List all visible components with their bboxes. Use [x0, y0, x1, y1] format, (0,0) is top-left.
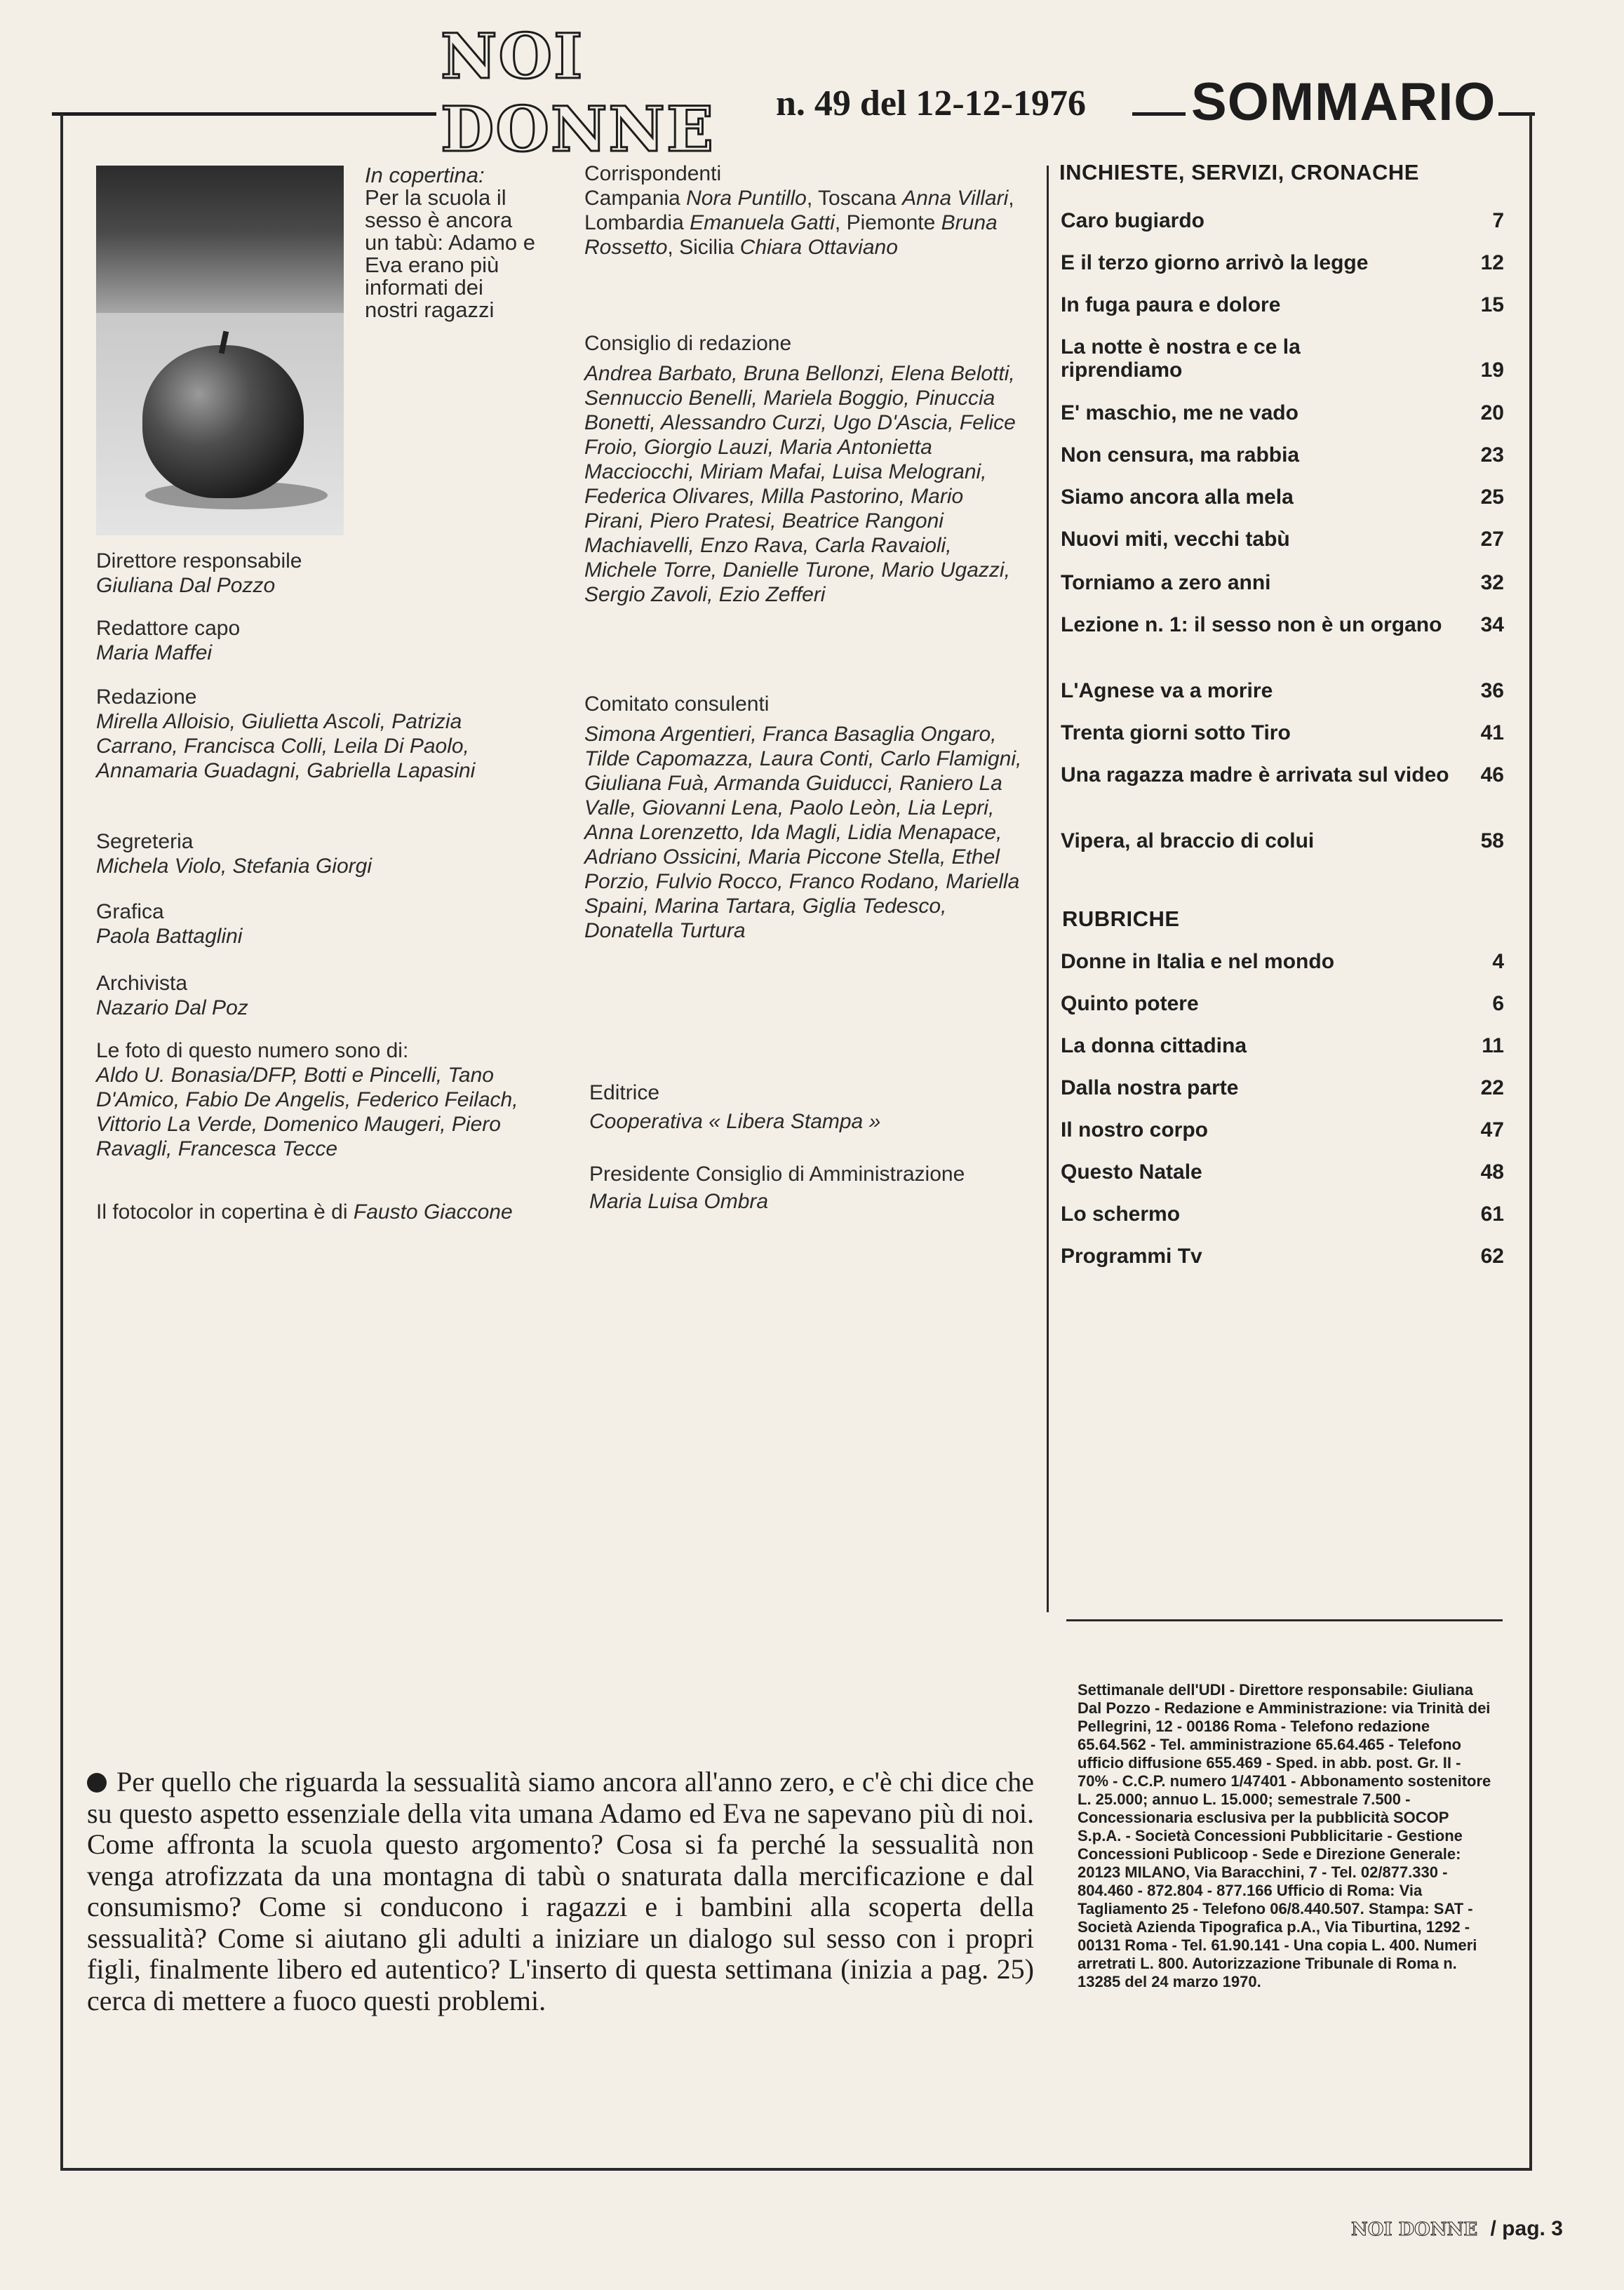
toc-item-title: Non censura, ma rabbia: [1061, 443, 1300, 467]
toc-item-page: 61: [1480, 1203, 1504, 1226]
toc-item-title: In fuga paura e dolore: [1061, 293, 1281, 316]
toc-item[interactable]: [1061, 829, 1504, 852]
toc-item-page: 58: [1480, 829, 1504, 852]
footer-logo: NOI DONNE: [1351, 2219, 1478, 2240]
masthead-logo: NOI DONNE: [441, 20, 715, 166]
redattore-block: [96, 616, 377, 665]
toc-item-title: La donna cittadina: [1061, 1034, 1247, 1057]
toc-item-page: 32: [1480, 571, 1504, 594]
toc-item-page: 46: [1480, 763, 1504, 786]
redattore-label: Redattore capo: [96, 617, 241, 640]
toc-item-title: Siamo ancora alla mela: [1061, 486, 1294, 509]
cover-caption-text: Per la scuola il sesso è ancora un tabù: Adamo e Eva erano più informati dei nostri ragazzi: [365, 185, 536, 322]
foto-label: Le foto di questo numero sono di:: [96, 1039, 409, 1062]
frame-right: [1529, 114, 1532, 2169]
direttore-label: Direttore responsabile: [96, 549, 302, 572]
toc-item-title: Trenta giorni sotto Tiro: [1061, 721, 1291, 744]
editrice-block: [589, 1080, 1024, 1134]
toc-item-title: Il nostro corpo: [1061, 1118, 1208, 1141]
fotocolor-label: Il fotocolor in copertina è di: [96, 1200, 348, 1224]
archivista-name: Nazario Dal Poz: [96, 996, 248, 1019]
redazione-names: Mirella Alloisio, Giulietta Ascoli, Patrizia Carrano, Francisca Colli, Leila Di Paolo, Annamaria Guadagni, Gabriella Lapasini: [96, 710, 476, 782]
toc-item-page: 15: [1480, 293, 1504, 316]
toc-item-title: Donne in Italia e nel mondo: [1061, 950, 1335, 973]
page-footer: [1351, 2217, 1563, 2241]
cover-caption: [365, 164, 540, 321]
segreteria-label: Segreteria: [96, 830, 194, 853]
toc-section-rubriche: RUBRICHE: [1062, 906, 1180, 931]
correspondent: Nora Puntillo: [686, 187, 807, 210]
toc-item-page: 19: [1480, 359, 1504, 382]
region: Campania: [584, 187, 680, 210]
toc-item[interactable]: [1061, 1245, 1504, 1268]
presidente-name: Maria Luisa Ombra: [589, 1190, 769, 1213]
toc-item[interactable]: [1061, 528, 1504, 551]
toc-item[interactable]: [1061, 613, 1504, 636]
issue-number: n. 49 del 12-12-1976: [776, 83, 1086, 123]
toc-item-title: E il terzo giorno arrivò la legge: [1061, 251, 1369, 274]
toc-item-page: 62: [1480, 1245, 1504, 1268]
corrispondenti-label: Corrispondenti: [584, 162, 722, 185]
region: Toscana: [818, 187, 897, 210]
frame-left: [60, 114, 63, 2169]
editrice-label: Editrice: [589, 1081, 660, 1104]
toc-item-page: 4: [1492, 950, 1504, 973]
direttore-name: Giuliana Dal Pozzo: [96, 574, 276, 597]
grafica-label: Grafica: [96, 900, 164, 923]
correspondent: Anna Villari: [902, 187, 1009, 210]
toc-item[interactable]: [1061, 1160, 1504, 1184]
toc-item-page: 11: [1482, 1034, 1504, 1057]
cover-photo-apple: [96, 166, 344, 535]
comitato-names: Simona Argentieri, Franca Basaglia Ongaro, Tilde Capomazza, Laura Conti, Carlo Flamigni, Giuliana Fuà, Armanda Guiducci, Raniero La Valle, Giovanni Lena, Paolo Leòn, Lia Lepri, Anna Lorenzetto, Ida Magli, Lidia Menapace, Adriano Ossicini, Maria Piccone Stella, Ethel Porzio, Fulvio Rocco, Franco Rodano, Mariella Spaini, Marina Tartara, Giglia Tedesco, Donatella Turtura: [584, 723, 1022, 942]
toc-item-title: L'Agnese va a morire: [1061, 679, 1273, 702]
toc-item-page: 7: [1492, 209, 1504, 232]
comitato-label: Comitato consulenti: [584, 692, 770, 716]
toc-item-title: Lo schermo: [1061, 1203, 1181, 1226]
toc-item-page: 6: [1492, 992, 1504, 1015]
toc-item-page: 41: [1480, 721, 1504, 744]
consiglio-label: Consiglio di redazione: [584, 332, 792, 355]
presidente-label: Presidente Consiglio di Amministrazione: [589, 1163, 965, 1186]
toc-item-title: Una ragazza madre è arrivata sul video: [1061, 763, 1449, 786]
toc-item[interactable]: [1061, 293, 1504, 316]
toc-item-title: Vipera, al braccio di colui: [1061, 829, 1315, 852]
toc-item-title: Dalla nostra parte: [1061, 1076, 1239, 1099]
frame-bottom: [60, 2168, 1532, 2171]
toc-item[interactable]: [1061, 1076, 1504, 1099]
toc-item-page: 36: [1480, 679, 1504, 702]
header-rule-left: [52, 112, 436, 116]
toc-item[interactable]: [1061, 1118, 1504, 1141]
presidente-block: [589, 1162, 1024, 1214]
toc-item[interactable]: [1061, 1203, 1504, 1226]
page-title: SOMMARIO: [1191, 72, 1496, 132]
toc-item-page: 25: [1480, 486, 1504, 509]
redazione-label: Redazione: [96, 685, 197, 709]
toc-item[interactable]: [1061, 992, 1504, 1015]
toc-item[interactable]: [1061, 401, 1504, 424]
intro-blurb-text: Per quello che riguarda la sessualità siamo ancora all'anno zero, e c'è chi dice che su questo aspetto essenziale della vita umana Adamo ed Eva ne sapevano più di noi. Come affronta la scuola questo argomento? Cosa si fa perché la sessualità non venga atrofizzata da una montagna di tabù o snaturata dalla mercificazione e dal consumismo? Come si conducono i ragazzi e i bambini alla scoperta della sessualità? Come si aiutano gli adulti a iniziare un dialogo sul sesso con i propri figli, finalmente libero ed autentico? L'inserto di questa settimana (inizia a pag. 25) cerca di mettere a fuoco questi problemi.: [87, 1766, 1034, 2016]
toc-item-page: 48: [1480, 1160, 1504, 1184]
redazione-block: [96, 685, 538, 783]
fotocolor-name: Fausto Giaccone: [353, 1200, 513, 1224]
fotocolor-block: [96, 1200, 538, 1224]
grafica-name: Paola Battaglini: [96, 925, 243, 948]
segreteria-names: Michela Violo, Stefania Giorgi: [96, 855, 372, 878]
correspondent: Bruna Rossetto: [584, 211, 998, 259]
editrice-name: Cooperativa « Libera Stampa »: [589, 1110, 881, 1133]
colophon-rule: [1066, 1619, 1503, 1621]
grafica-block: [96, 899, 538, 949]
correspondent: Emanuela Gatti: [690, 211, 835, 234]
toc-item-page: 27: [1480, 528, 1504, 551]
toc-item[interactable]: [1061, 209, 1504, 232]
region: Lombardia: [584, 211, 684, 234]
direttore-block: [96, 549, 377, 598]
toc-divider: [1047, 166, 1049, 1612]
page-number: / pag. 3: [1490, 2217, 1563, 2240]
toc-item-page: 20: [1480, 401, 1504, 424]
toc-item[interactable]: [1061, 486, 1504, 509]
toc-item-title: Caro bugiardo: [1061, 209, 1205, 232]
toc-item-title: Quinto potere: [1061, 992, 1199, 1015]
toc-item-title: E' maschio, me ne vado: [1061, 401, 1298, 424]
toc-item[interactable]: [1061, 950, 1504, 973]
corrispondenti-block: Corrispondenti Campania Nora Puntillo, Toscana Anna Villari, Lombardia Emanuela Gatti, Piemonte Bruna Rossetto, Sicilia Chiara Ottaviano: [584, 161, 1026, 260]
toc-item-title: Questo Natale: [1061, 1160, 1202, 1184]
toc-item-page: 22: [1480, 1076, 1504, 1099]
intro-blurb: [87, 1767, 1034, 2016]
toc-item[interactable]: [1061, 443, 1504, 467]
consiglio-block: [584, 331, 1026, 607]
toc-item-title: La notte è nostra e ce la riprendiamo: [1061, 335, 1301, 382]
comitato-block: [584, 692, 1026, 943]
toc-section-inchieste: INCHIESTE, SERVIZI, CRONACHE: [1059, 160, 1419, 185]
toc-item[interactable]: [1061, 335, 1504, 382]
header-rule-mid: [1132, 112, 1186, 116]
foto-block: [96, 1038, 538, 1161]
toc-item-title: Torniamo a zero anni: [1061, 571, 1271, 594]
toc-item-title: Programmi Tv: [1061, 1245, 1202, 1268]
redattore-name: Maria Maffei: [96, 641, 213, 664]
toc-item-page: 23: [1480, 443, 1504, 467]
toc-item[interactable]: [1061, 679, 1504, 702]
bullet-icon: [87, 1773, 107, 1793]
toc-item[interactable]: [1061, 721, 1504, 744]
toc-item[interactable]: [1061, 1034, 1504, 1057]
archivista-block: [96, 971, 538, 1020]
foto-names: Aldo U. Bonasia/DFP, Botti e Pincelli, Tano D'Amico, Fabio De Angelis, Federico Feilach, Vittorio La Verde, Domenico Maugeri, Piero Ravagli, Francesca Tecce: [96, 1064, 518, 1160]
toc-item[interactable]: [1061, 763, 1504, 786]
toc-item-page: 12: [1480, 251, 1504, 274]
correspondent: Chiara Ottaviano: [739, 236, 898, 259]
segreteria-block: [96, 829, 538, 878]
toc-item[interactable]: [1061, 571, 1504, 594]
toc-item-page: 47: [1480, 1118, 1504, 1141]
consiglio-names: Andrea Barbato, Bruna Bellonzi, Elena Belotti, Sennuccio Benelli, Mariela Boggio, Pinuccia Bonetti, Alessandro Curzi, Ugo D'Ascia, Felice Froio, Giorgio Lauzi, Maria Antonietta Macciocchi, Miriam Mafai, Luisa Melograni, Federica Olivares, Milla Pastorino, Mario Pirani, Piero Pratesi, Beatrice Rangoni Machiavelli, Enzo Rava, Carla Ravaioli, Michele Torre, Danielle Turone, Mario Ugazzi, Sergio Zavoli, Ezio Zefferi: [584, 362, 1016, 606]
toc-item[interactable]: [1061, 251, 1504, 274]
toc-item-title: Nuovi miti, vecchi tabù: [1061, 528, 1290, 551]
toc-item-page: 34: [1480, 613, 1504, 636]
region: Sicilia: [679, 236, 734, 259]
colophon: Settimanale dell'UDI - Direttore responsabile: Giuliana Dal Pozzo - Redazione e Amministrazione: via Trinità dei Pellegrini, 12 - 00186 Roma - Telefono redazione 65.64.562 - Tel. amministrazione 65.64.465 - Telefono ufficio diffusione 655.469 - Sped. in abb. post. Gr. II - 70% - C.C.P. numero 1/47401 - Abbonamento sostenitore L. 25.000; annuo L. 15.000; semestrale 7.500 - Concessionaria esclusiva per la pubblicità SOCOP S.p.A. - Società Concessioni Pubblicitarie - Gestione Concessioni Publicoop - Sede e Direzione Generale: 20123 MILANO, Via Baracchini, 7 - Tel. 02/877.330 - 804.460 - 872.804 - 877.166 Ufficio di Roma: Via Tagliamento 25 - Telefono 06/8.440.507. Stampa: SAT - Società Azienda Tipografica p.A., Via Tiburtina, 1292 - 00131 Roma - Tel. 61.90.141 - Una copia L. 400. Numeri arretrati L. 800. Autorizzazione Tribunale di Roma n. 13285 del 24 marzo 1970.: [1078, 1681, 1491, 1990]
archivista-label: Archivista: [96, 972, 188, 995]
cover-caption-label: In copertina:: [365, 163, 485, 187]
toc-item-title: Lezione n. 1: il sesso non è un organo: [1061, 613, 1442, 636]
region: Piemonte: [846, 211, 936, 234]
